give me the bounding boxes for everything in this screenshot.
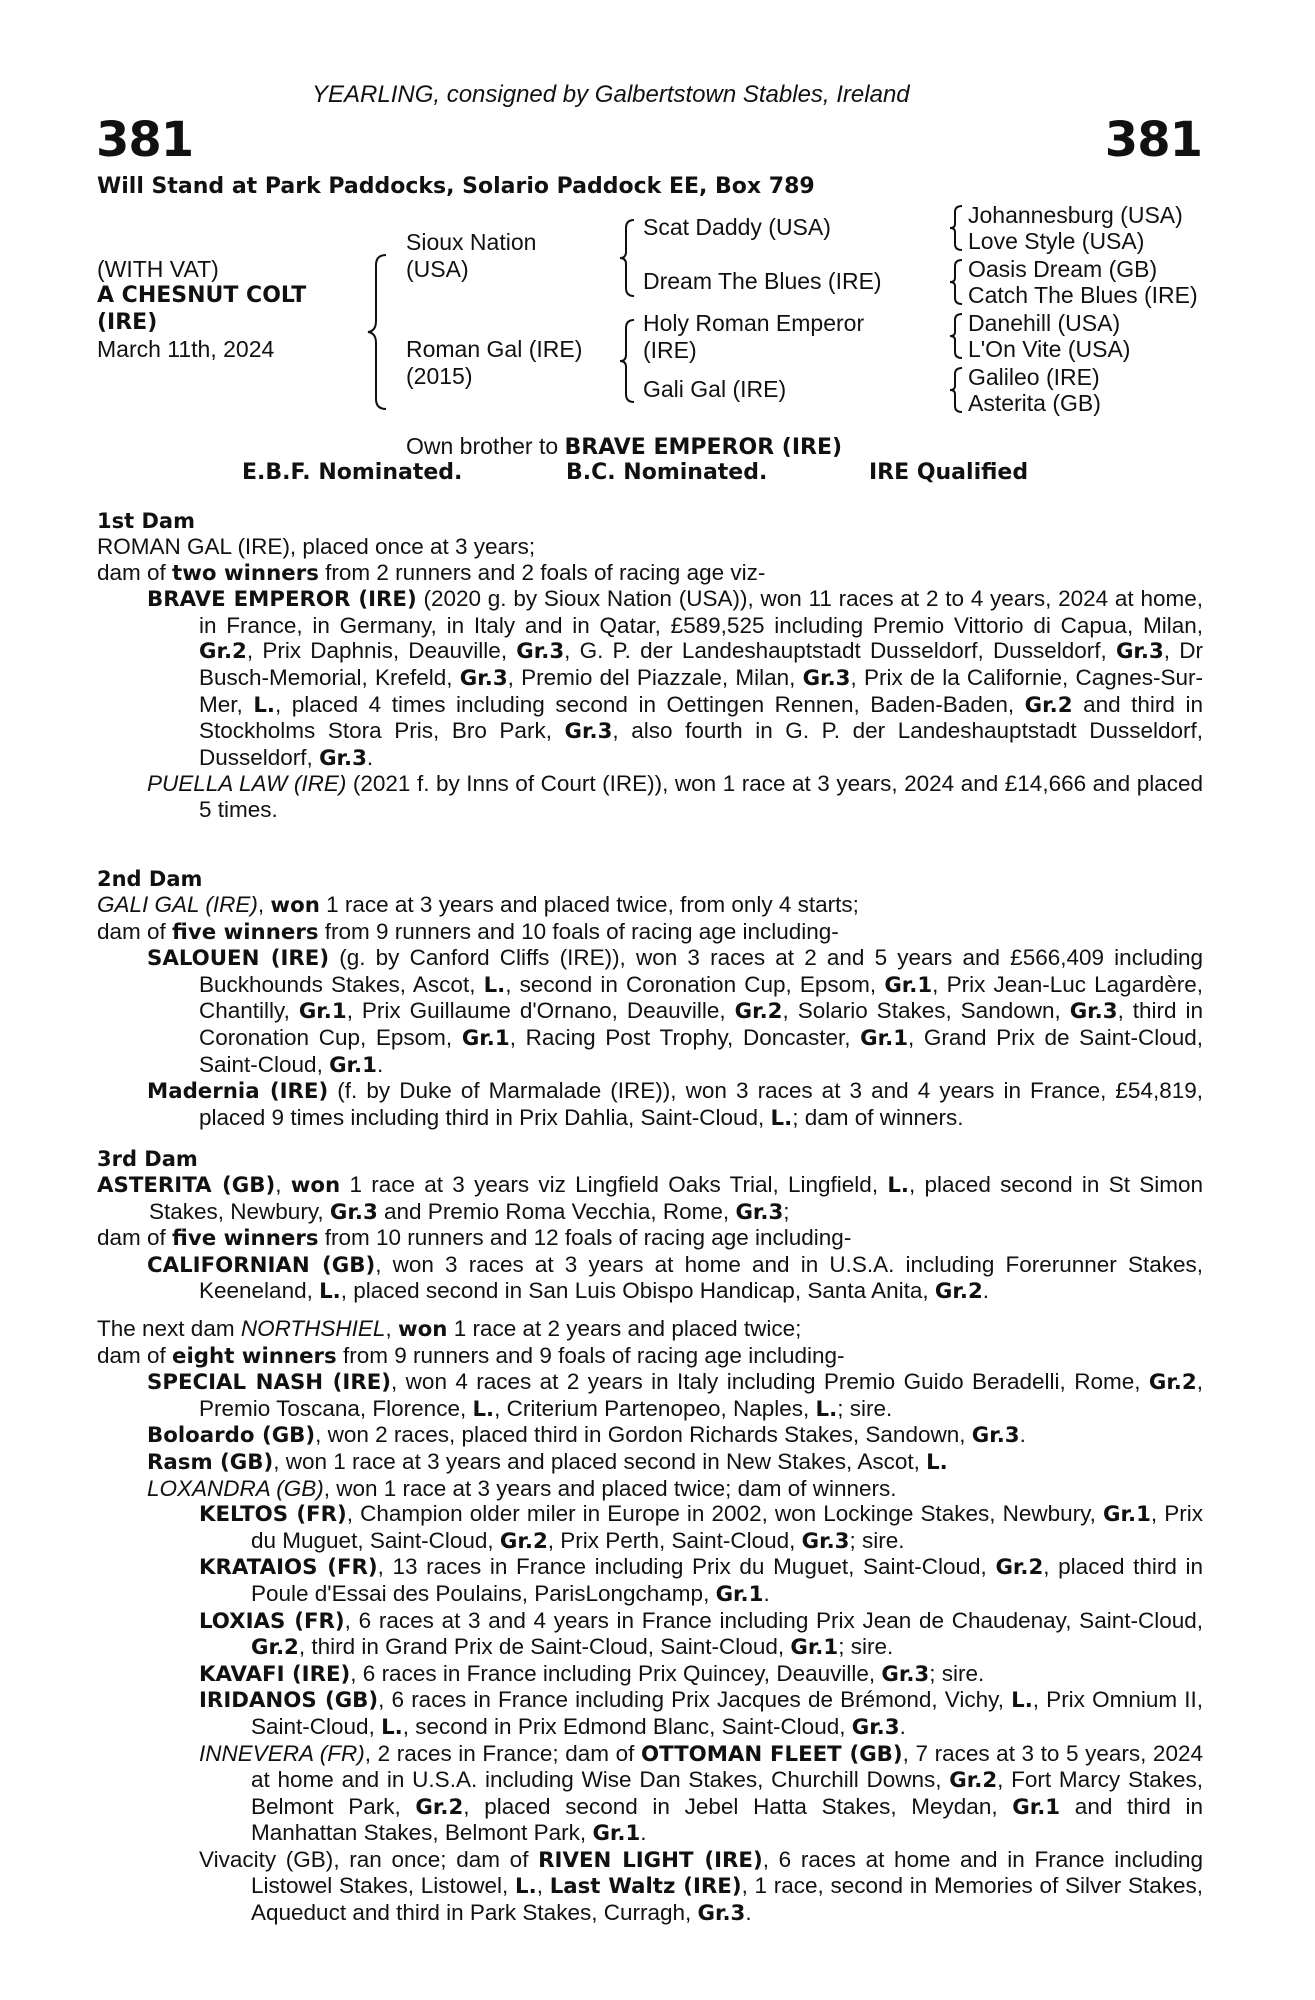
lot-number-left: 381 bbox=[96, 112, 194, 168]
dam-dam: Gali Gal (IRE) bbox=[643, 376, 787, 402]
consignment-line: YEARLING, consigned by Galbertstown Stables, Ireland bbox=[312, 81, 910, 108]
third-dam-entry: CALIFORNIAN (GB), won 3 races at 3 years at home and in U.S.A. including Forerunner Stakes, Keeneland, L., placed second in San Luis Obispo Handicap, Santa Anita, Gr.2. bbox=[147, 1251, 1203, 1305]
third-dam-line2: dam of five winners from 10 runners and 12 foals of racing age including- bbox=[97, 1225, 852, 1252]
sire-sire: Scat Daddy (USA) bbox=[643, 214, 831, 240]
brace-dam-icon bbox=[618, 318, 636, 404]
first-dam-section bbox=[97, 508, 1203, 823]
gen4-4: Catch The Blues (IRE) bbox=[968, 282, 1198, 308]
gen4-2: Love Style (USA) bbox=[968, 228, 1145, 254]
foaling-date: March 11th, 2024 bbox=[97, 336, 275, 362]
sire-dam: Dream The Blues (IRE) bbox=[643, 268, 882, 294]
lot-number-right: 381 bbox=[1104, 112, 1202, 168]
next-dam-sub-entry: KELTOS (FR), Champion older miler in Europe in 2002, won Lockinge Stakes, Newbury, Gr.1, Prix du Muguet, Saint-Cloud, Gr.2, Prix Perth, Saint-Cloud, Gr.3; sire. bbox=[199, 1501, 1203, 1554]
first-dam-heading: 1st Dam bbox=[97, 509, 195, 533]
brace-sire-icon bbox=[618, 218, 636, 298]
dam-sire-origin: (IRE) bbox=[643, 337, 697, 363]
gen4-8: Asterita (GB) bbox=[968, 390, 1101, 416]
first-dam-line2: dam of two winners from 2 runners and 2 foals of racing age viz- bbox=[97, 559, 766, 586]
next-dam-entry: LOXANDRA (GB), won 1 race at 3 years and placed twice; dam of winners. bbox=[147, 1475, 897, 1501]
next-dam-sub-entry: KRATAIOS (FR), 13 races in France including Prix du Muguet, Saint-Cloud, Gr.2, placed third in Poule d'Essai des Poulains, ParisLongchamp, Gr.1. bbox=[199, 1554, 1204, 1607]
second-dam-entry: SALOUEN (IRE) (g. by Canford Cliffs (IRE)), won 3 races at 2 and 5 years and £566,409 including Buckhounds Stakes, Ascot, L., second in Coronation Cup, Epsom, Gr.1, Prix Jean-Luc Lagardère, Chantilly, Gr.1, Prix Guillaume d'Ornano, Deauville, Gr.2, Solario Stakes, Sandown, Gr.3, third in Coronation Cup, Epsom, Gr.1, Racing Post Trophy, Doncaster, Gr.1, Grand Prix de Saint-Cloud, Saint-Cloud, Gr.1. bbox=[147, 945, 1203, 1078]
brace-g4b-icon bbox=[948, 258, 964, 306]
dam-sire-name: Holy Roman Emperor bbox=[643, 310, 865, 336]
dam-year: (2015) bbox=[406, 363, 473, 389]
first-dam-entry: BRAVE EMPEROR (IRE) (2020 g. by Sioux Nation (USA)), won 11 races at 2 to 4 years, 2024 at home, in France, in Germany, in Italy and in Qatar, £589,525 including Premio Vittorio di Capua, Milan, Gr.2, Prix Daphnis, Deauville, Gr.3, G. P. der Landeshauptstadt Dusseldorf, Dusseldorf, Gr.3, Dr Busch-Memorial, Krefeld, Gr.3, Premio del Piazzale, Milan, Gr.3, Prix de la Californie, Cagnes-Sur-Mer, L., placed 4 times including second in Oettingen Rennen, Baden-Baden, Gr.2 and third in Stockholms Stora Pris, Bro Park, Gr.3, also fourth in G. P. der Landeshauptstadt Dusseldorf, Dusseldorf, Gr.3. bbox=[147, 586, 1204, 771]
first-dam-entry: PUELLA LAW (IRE) (2021 f. by Inns of Court (IRE)), won 1 race at 3 years, 2024 and £14,666 and placed 5 times. bbox=[147, 771, 1203, 822]
next-dam-sub-entry: KAVAFI (IRE), 6 races in France including Prix Quincey, Deauville, Gr.3; sire. bbox=[199, 1660, 985, 1687]
next-dam-entry: SPECIAL NASH (IRE), won 4 races at 2 years in Italy including Premio Guido Beradelli, Rome, Gr.2, Premio Toscana, Florence, L., Criterium Partenopeo, Naples, L.; sire. bbox=[147, 1369, 1203, 1422]
second-dam-entry: Madernia (IRE) (f. by Duke of Marmalade (IRE)), won 3 races at 3 and 4 years in France, £54,819, placed 9 times including third in Prix Dahlia, Saint-Cloud, L.; dam of winners. bbox=[147, 1078, 1204, 1131]
subject-name: A CHESNUT COLT bbox=[97, 283, 307, 308]
third-dam-heading: 3rd Dam bbox=[97, 1147, 198, 1171]
subject-origin: (IRE) bbox=[97, 310, 158, 335]
third-dam-section bbox=[97, 1146, 1203, 1305]
next-dam-sub-entry: INNEVERA (FR), 2 races in France; dam of OTTOMAN FLEET (GB), 7 races at 3 to 5 years, 2024 at home and in U.S.A. including Wise Dan Stakes, Churchill Downs, Gr.2, Fort Marcy Stakes, Belmont Park, Gr.2, placed second in Jebel Hatta Stakes, Meydan, Gr.1 and third in Manhattan Stakes, Belmont Park, Gr.1. bbox=[199, 1740, 1203, 1847]
third-dam-line1: ASTERITA (GB), won 1 race at 3 years viz Lingfield Oaks Trial, Lingfield, L., placed second in St Simon Stakes, Newbury, Gr.3 and Premio Roma Vecchia, Rome, Gr.3; bbox=[97, 1172, 1203, 1225]
own-brother-note: Own brother to BRAVE EMPEROR (IRE) bbox=[406, 433, 843, 460]
bc-nominated: B.C. Nominated. bbox=[566, 460, 768, 485]
second-dam-section bbox=[97, 866, 1203, 1131]
first-dam-line1: ROMAN GAL (IRE), placed once at 3 years; bbox=[97, 534, 536, 559]
ire-qualified: IRE Qualified bbox=[869, 460, 1029, 485]
gen4-1: Johannesburg (USA) bbox=[968, 202, 1183, 228]
brace-g4c-icon bbox=[948, 312, 964, 360]
next-dam-entry: Boloardo (GB), won 2 races, placed third in Gordon Richards Stakes, Sandown, Gr.3. bbox=[147, 1422, 1026, 1449]
vat-label: (WITH VAT) bbox=[97, 256, 219, 282]
brace-g4d-icon bbox=[948, 366, 964, 414]
second-dam-line2: dam of five winners from 9 runners and 10 foals of racing age including- bbox=[97, 918, 839, 945]
next-dam-sub-entry: LOXIAS (FR), 6 races at 3 and 4 years in France including Prix Jean de Chaudenay, Saint-Cloud, Gr.2, third in Grand Prix de Saint-Cloud, Saint-Cloud, Gr.1; sire. bbox=[199, 1607, 1203, 1661]
next-dam-entry: Rasm (GB), won 1 race at 3 years and placed second in New Stakes, Ascot, L. bbox=[147, 1448, 948, 1475]
gen4-6: L'On Vite (USA) bbox=[968, 336, 1131, 362]
stand-location: Will Stand at Park Paddocks, Solario Paddock EE, Box 789 bbox=[97, 174, 815, 199]
sire-origin: (USA) bbox=[406, 256, 469, 282]
next-dam-sub-entry: Vivacity (GB), ran once; dam of RIVEN LIGHT (IRE), 6 races at home and in France including Listowel Stakes, Listowel, L., Last Waltz (IRE), 1 race, second in Memories of Silver Stakes, Aqueduct and third in Park Stakes, Curragh, Gr.3. bbox=[199, 1846, 1204, 1927]
second-dam-line1: GALI GAL (IRE), won 1 race at 3 years and placed twice, from only 4 starts; bbox=[97, 892, 859, 918]
gen4-7: Galileo (IRE) bbox=[968, 364, 1100, 390]
gen4-3: Oasis Dream (GB) bbox=[968, 256, 1158, 282]
next-dam-line1: The next dam NORTHSHIEL, won 1 race at 2 years and placed twice; bbox=[97, 1316, 802, 1342]
ebf-nominated: E.B.F. Nominated. bbox=[242, 460, 463, 485]
gen4-5: Danehill (USA) bbox=[968, 310, 1121, 336]
dam-name: Roman Gal (IRE) bbox=[406, 336, 583, 362]
next-dam-sub-entry: IRIDANOS (GB), 6 races in France including Prix Jacques de Brémond, Vichy, L., Prix Omnium II, Saint-Cloud, L., second in Prix Edmond Blanc, Saint-Cloud, Gr.3. bbox=[199, 1687, 1203, 1740]
next-dam-section bbox=[97, 1316, 1203, 1927]
second-dam-heading: 2nd Dam bbox=[97, 867, 203, 891]
brace-g4a-icon bbox=[948, 204, 964, 252]
sire-name: Sioux Nation bbox=[406, 229, 537, 255]
next-dam-line2: dam of eight winners from 9 runners and 9 foals of racing age including- bbox=[97, 1342, 845, 1369]
brace-gen1-icon bbox=[366, 253, 390, 411]
